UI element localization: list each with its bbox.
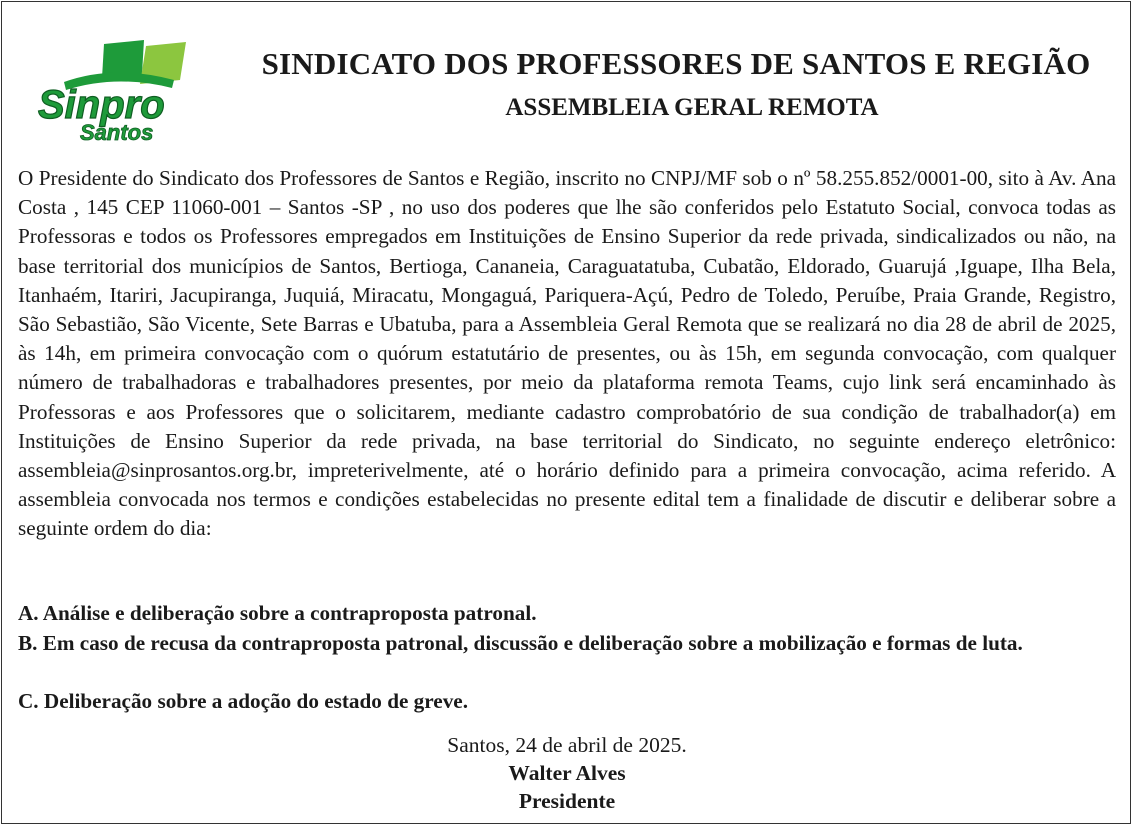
logo-brand-text: Sinpro [38, 83, 165, 127]
logo-flag-dark [102, 40, 144, 78]
agenda-item-c: C. Deliberação sobre a adoção do estado de greve. [18, 689, 468, 713]
sinpro-santos-logo [34, 38, 194, 144]
convocation-paragraph: O Presidente do Sindicato dos Professores de Santos e Região, inscrito no CNPJ/MF sob o nº 58.255.852/0001-00, sito à Av. Ana Costa , 145 CEP 11060-001 – Santos -SP , no uso dos poderes que lhe são conferidos pelo Estatuto Social, convoca todas as Professoras e todos os Professores empregados em Instituições de Ensino Superior da rede privada, sindicalizados ou não, na base territorial dos municípios de Santos, Bertioga, Cananeia, Caraguatatuba, Cubatão, Eldorado, Guarujá ,Iguape, Ilha Bela, Itanhaém, Itariri, Jacupiranga, Juquiá, Miracatu, Mongaguá, Pariquera-Açú, Pedro de Toledo, Peruíbe, Praia Grande, Registro, São Sebastião, São Vicente, Sete Barras e Ubatuba, para a Assembleia Geral Remota que se realizará no dia 28 de abril de 2025, às 14h, em primeira convocação com o quórum estatutário de presentes, ou às 15h, em segunda convocação, com qualquer número de trabalhadoras e trabalhadores presentes, por meio da plataforma remota Teams, cujo link será encaminhado às Professoras e aos Professores que o solicitarem, mediante cadastro comprobatório de sua condição de trabalhador(a) em Instituições de Ensino Superior da rede privada, na base territorial do Sindicato, no seguinte endereço eletrônico: assembleia@sinprosantos.org.br, impreterivelmente, até o horário definido para a primeira convocação, acima referido. A assembleia convocada nos termos e condições estabelecidas no presente edital tem a finalidade de discutir e deliberar sobre a seguinte ordem do dia: [18, 166, 1116, 541]
logo-sub-text: Santos [80, 120, 154, 144]
page-title: SINDICATO DOS PROFESSORES DE SANTOS E REGIÃO [261, 46, 1091, 81]
signature-role: Presidente [518, 789, 616, 813]
signature-name: Walter Alves [508, 761, 626, 785]
page-subtitle: ASSEMBLEIA GERAL REMOTA [505, 94, 879, 121]
agenda-item-b: B. Em caso de recusa da contraproposta patronal, discussão e deliberação sobre a mobilização e formas de luta. [18, 631, 1023, 655]
sinpro-logo-graphic [34, 38, 194, 144]
signature-place-date: Santos, 24 de abril de 2025. [447, 733, 687, 757]
agenda-item-a: A. Análise e deliberação sobre a contraproposta patronal. [18, 601, 537, 625]
